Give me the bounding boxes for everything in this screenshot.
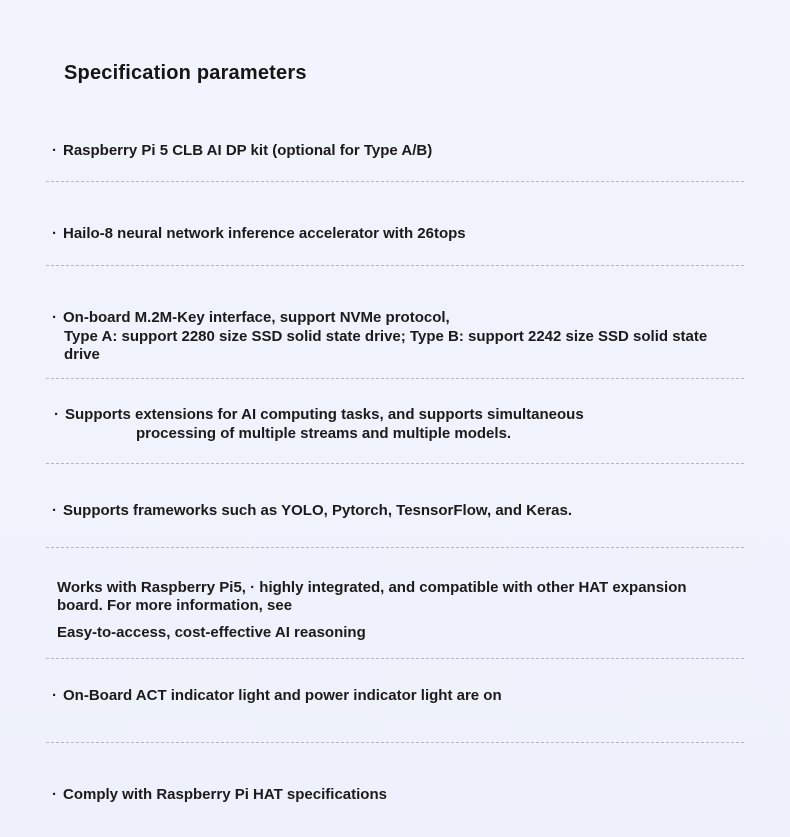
spec-item-text: Raspberry Pi 5 CLB AI DP kit (optional for Type A/B) <box>63 142 433 159</box>
divider <box>46 547 744 548</box>
spec-item-hat-spec <box>52 785 387 804</box>
spec-item-extensions-line2: processing of multiple streams and multiple models. <box>136 425 512 442</box>
spec-item-frameworks <box>52 501 572 520</box>
bullet-mark: · <box>52 309 57 326</box>
spec-item-extensions-line1 <box>54 405 584 424</box>
page-title: Specification parameters <box>64 62 307 84</box>
divider <box>46 181 744 182</box>
divider <box>46 742 744 743</box>
spec-item-text: Comply with Raspberry Pi HAT specifications <box>63 786 387 803</box>
divider <box>46 378 744 379</box>
spec-item-kit <box>52 141 432 160</box>
spec-item-text: Supports extensions for AI computing tasks, and supports simultaneous <box>65 406 584 423</box>
divider <box>46 658 744 659</box>
spec-item-m2-line3: drive <box>64 346 100 363</box>
spec-item-accelerator <box>52 224 466 243</box>
spec-item-indicators <box>52 686 502 705</box>
spec-item-compat-line2: board. For more information, see <box>57 597 293 614</box>
divider <box>46 463 744 464</box>
spec-item-text: On-Board ACT indicator light and power indicator light are on <box>63 687 502 704</box>
bullet-mark: · <box>52 225 57 242</box>
spec-item-text: Hailo-8 neural network inference accelerator with 26tops <box>63 225 466 242</box>
bullet-mark: · <box>52 687 57 704</box>
spec-item-m2-line1 <box>52 308 450 327</box>
spec-item-text: Supports frameworks such as YOLO, Pytorch, TesnsorFlow, and Keras. <box>63 502 573 519</box>
divider <box>46 265 744 266</box>
bullet-mark: · <box>52 502 57 519</box>
bullet-mark: · <box>52 786 57 803</box>
bullet-mark: · <box>54 406 59 423</box>
spec-item-text: On-board M.2M-Key interface, support NVMe protocol, <box>63 309 450 326</box>
bullet-mark: · <box>52 142 57 159</box>
spec-item-m2-line2: Type A: support 2280 size SSD solid state drive; Type B: support 2242 size SSD solid state <box>64 328 708 345</box>
spec-item-compat-line3: Easy-to-access, cost-effective AI reasoning <box>57 624 366 641</box>
spec-item-compat-line1: Works with Raspberry Pi5, · highly integrated, and compatible with other HAT expansion <box>57 579 687 596</box>
